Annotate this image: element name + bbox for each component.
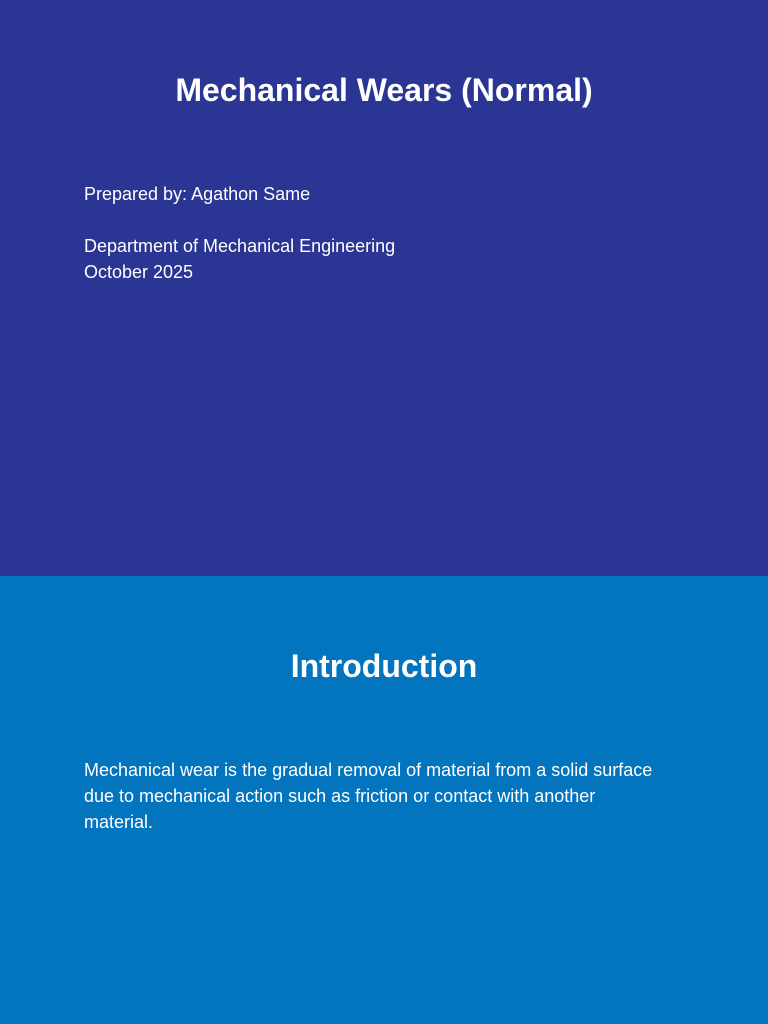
slide-body <box>84 181 664 285</box>
introduction-slide <box>0 576 768 1024</box>
slide-title: Mechanical Wears (Normal) <box>175 72 593 108</box>
department-text: Department of Mechanical Engineering <box>84 236 396 256</box>
slide-body <box>84 757 664 835</box>
introduction-paragraph: Mechanical wear is the gradual removal of material from a solid surface due to mechanical action such as friction or contact with another material. <box>84 760 653 832</box>
spacer <box>84 207 664 233</box>
date-text: October 2025 <box>84 262 194 282</box>
slide-title: Introduction <box>290 648 478 684</box>
prepared-by-text: Prepared by: Agathon Same <box>84 184 311 204</box>
